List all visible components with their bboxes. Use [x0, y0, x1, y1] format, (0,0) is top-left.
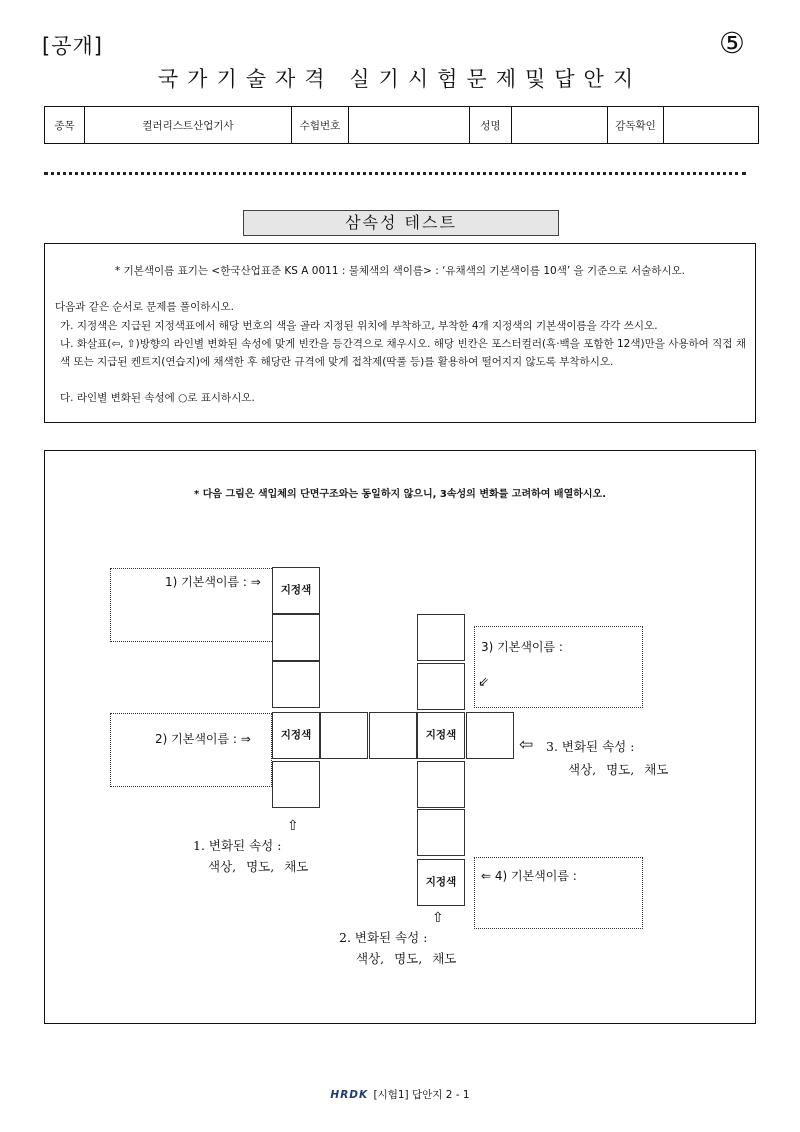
page-footer	[0, 1087, 800, 1102]
public-label: [공개]	[42, 34, 103, 58]
left-arrow-icon: ⇦	[519, 735, 534, 755]
blank-cell[interactable]	[417, 761, 465, 808]
instructions-note: * 기본색이름 표기는 <한국산업표준 KS A 0011 : 물체색의 색이름> : ‘유채색의 기본색이름 10색’ 을 기준으로 서술하시오.	[114, 265, 685, 277]
exam-info-table	[44, 106, 759, 144]
blank-cell[interactable]	[272, 661, 320, 708]
blank-cell[interactable]	[320, 712, 368, 759]
diagram-note: * 다음 그림은 색입체의 단면구조와는 동일하지 않으니, 3속성의 변화를 고려하여 배열하시오.	[193, 489, 607, 500]
attribute-1-title: 1. 변화된 속성 :	[193, 838, 282, 853]
field-label: 종목	[45, 107, 85, 144]
page-title: 국가기술자격 실기시험문제및답안지	[157, 67, 643, 91]
name-field[interactable]	[512, 107, 608, 144]
basic-color-1-label: 1) 기본색이름 : ⇒	[165, 575, 261, 589]
basic-color-4-label: ⇐ 4) 기본색이름 :	[481, 869, 577, 883]
reference-color-4-cell[interactable]: 지정색	[417, 859, 465, 906]
instruction-item: 나. 화살표(⇦, ⇧)방향의 라인별 변화된 속성에 맞게 빈칸을 등간격으로 채우시오. 해당 빈칸은 포스터컬러(흑·백을 포함한 12색)만을 사용하여 직접 채색 또는 지급된 켄트지(연습지)에 채색한 후 해당란 규격에 맞게 접착제(딱풀 등)를 활용하여 떨어지지 않도록 부착하시오.	[60, 338, 746, 368]
blank-cell[interactable]	[272, 614, 320, 661]
exam-no-label: 수험번호	[292, 107, 349, 144]
name-label: 성명	[470, 107, 512, 144]
basic-color-2-box[interactable]	[110, 713, 272, 787]
footer-text: [시험1] 답안지 2 - 1	[373, 1089, 470, 1101]
attribute-1-options[interactable]: 색상, 명도, 채도	[208, 859, 309, 874]
blank-cell[interactable]	[417, 663, 465, 710]
instructions-box	[44, 243, 756, 423]
attribute-2-title: 2. 변화된 속성 :	[339, 930, 428, 945]
supervisor-field[interactable]	[664, 107, 759, 144]
hrdk-logo: HRDK	[330, 1089, 369, 1101]
reference-color-1-cell[interactable]: 지정색	[272, 567, 320, 614]
section-title: 삼속성 테스트	[243, 210, 559, 236]
diagram-box	[44, 450, 756, 1024]
blank-cell[interactable]	[369, 712, 417, 759]
exam-no-field[interactable]	[349, 107, 470, 144]
basic-color-3-label: 3) 기본색이름 :	[481, 640, 563, 654]
attribute-2-options[interactable]: 색상, 명도, 채도	[356, 951, 457, 966]
instruction-item: 가. 지정색은 지급된 지정색표에서 해당 번호의 색을 골라 지정된 위치에 부착하고, 부착한 4개 지정색의 기본색이름을 각각 쓰시오.	[60, 320, 658, 332]
reference-color-2-cell[interactable]: 지정색	[272, 712, 320, 759]
field-value: 컬러리스트산업기사	[85, 107, 292, 144]
supervisor-label: 감독확인	[608, 107, 664, 144]
blank-cell[interactable]	[272, 761, 320, 808]
instruction-item: 다. 라인별 변화된 속성에 ○로 표시하시오.	[60, 392, 255, 404]
instructions-lead: 다음과 같은 순서로 문제를 풀이하시오.	[55, 301, 234, 313]
page-number: ⑤	[719, 26, 745, 60]
diagonal-arrow-icon: ⇙	[478, 675, 489, 690]
basic-color-2-label: 2) 기본색이름 : ⇒	[155, 732, 251, 746]
blank-cell[interactable]	[417, 614, 465, 661]
reference-color-3-cell[interactable]: 지정색	[417, 712, 465, 759]
attribute-3-options[interactable]: 색상, 명도, 채도	[568, 762, 669, 777]
blank-cell[interactable]	[466, 712, 514, 759]
dotted-divider	[44, 172, 746, 175]
attribute-3-title: 3. 변화된 속성 :	[546, 739, 635, 754]
up-arrow-icon: ⇧	[432, 910, 444, 926]
up-arrow-icon: ⇧	[287, 818, 299, 834]
blank-cell[interactable]	[417, 809, 465, 856]
